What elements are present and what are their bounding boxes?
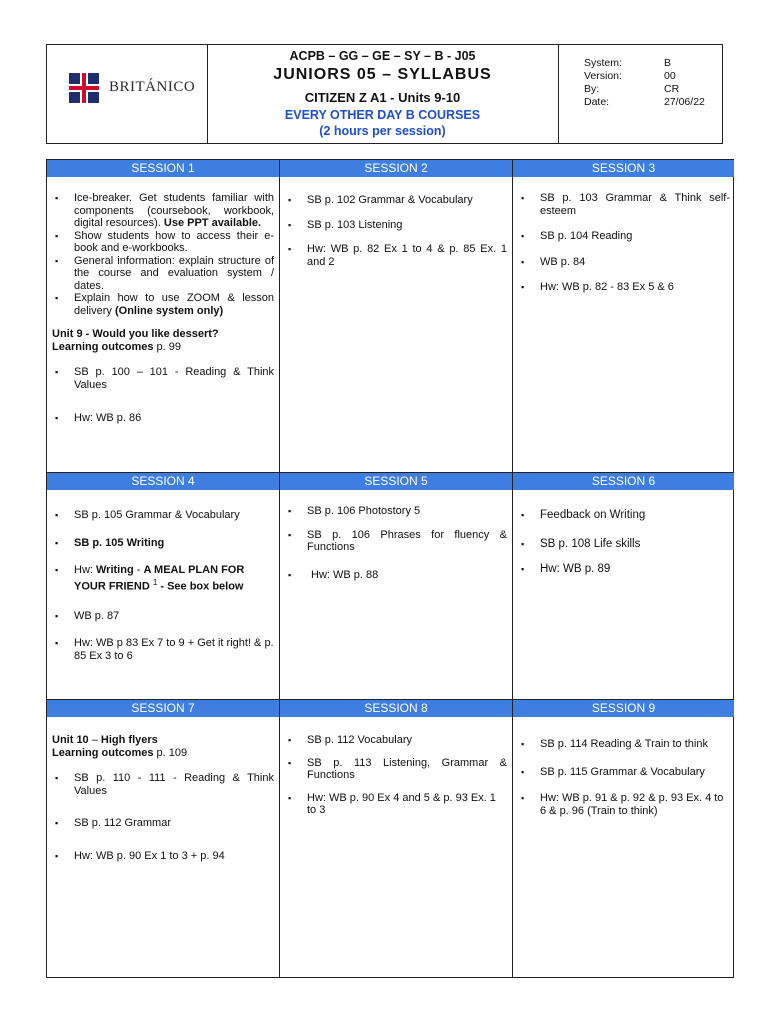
session-9-content <box>518 738 730 817</box>
list-item: ▪ SB p. 112 Vocabulary <box>285 734 507 747</box>
session-7-header: SESSION 7 <box>47 700 279 717</box>
list-item: ▪ SB p. 103 Grammar & Think self-esteem <box>518 192 730 217</box>
list-item: ▪ Explain how to use ZOOM & lesson delivery (Online system only) <box>52 292 274 317</box>
session-8-header: SESSION 8 <box>280 700 512 717</box>
session-4-content <box>52 509 274 662</box>
course-type: EVERY OTHER DAY B COURSES <box>284 108 481 122</box>
session-3-header: SESSION 3 <box>513 160 734 177</box>
britanico-logo <box>65 69 195 109</box>
britanico-emblem-icon <box>65 69 105 107</box>
list-item: ▪ SB p. 110 - 111 - Reading & Think Values <box>52 772 274 797</box>
list-item: ▪ Show students how to access their e-book and e-workbooks. <box>52 230 274 255</box>
list-item: ▪ Ice-breaker. Get students familiar with components (coursebook, workbook, digital resources). Use PPT available. <box>52 192 274 230</box>
list-item: ▪ SB p. 103 Listening <box>285 219 507 232</box>
list-item: ▪ Hw: WB p. 86 <box>52 412 274 425</box>
list-item: ▪ Hw: WB p. 82 - 83 Ex 5 & 6 <box>518 281 730 294</box>
list-item: ▪ SB p. 105 Grammar & Vocabulary <box>52 509 274 522</box>
list-item: ▪ General information: explain structure of the course and evaluation system / dates. <box>52 255 274 293</box>
session-1-content <box>52 192 274 425</box>
course-subtitle: CITIZEN Z A1 - Units 9-10 <box>304 90 461 105</box>
list-item: ▪ Hw: Writing - A MEAL PLAN FOR YOUR FRIEND $^1$ - See box below <box>52 564 274 593</box>
session-length: (2 hours per session) <box>319 124 446 138</box>
unit-10-heading: Unit 10 – High flyers <box>52 734 158 746</box>
list-item: ▪ SB p. 104 Reading <box>518 230 730 243</box>
session-9-header: SESSION 9 <box>513 700 734 717</box>
list-item: ▪ SB p. 108 Life skills <box>518 538 730 551</box>
list-item: ▪ SB p. 106 Phrases for fluency & Functions <box>285 529 507 554</box>
list-item: ▪ Hw: WB p 83 Ex 7 to 9 + Get it right! & p. 85 Ex 3 to 6 <box>52 637 274 662</box>
list-item: ▪ Hw: WB p. 90 Ex 1 to 3 + p. 94 <box>52 850 274 863</box>
list-item: ▪ Hw: WB p. 88 <box>285 569 507 582</box>
document-code: ACPB – GG – GE – SY – B - J05 <box>289 49 476 63</box>
unit-9-heading: Unit 9 - Would you like dessert? <box>52 328 219 340</box>
list-item: ▪ Hw: WB p. 82 Ex 1 to 4 & p. 85 Ex. 1 and 2 <box>285 243 507 268</box>
logo-text: BRITÁNICO <box>109 79 196 95</box>
session-7-content <box>52 734 274 862</box>
list-item: ▪ WB p. 84 <box>518 256 730 269</box>
learning-outcomes-10: Learning outcomes p. 109 <box>52 746 188 759</box>
session-1-header: SESSION 1 <box>47 160 279 177</box>
list-item: ▪ Feedback on Writing <box>518 509 730 522</box>
list-item: ▪ Hw: WB p. 90 Ex 4 and 5 & p. 93 Ex. 1 to 3 <box>285 792 507 817</box>
session-5-content <box>285 505 507 581</box>
list-item: ▪ SB p. 113 Listening, Grammar & Functions <box>285 757 507 782</box>
session-6-content <box>518 509 730 576</box>
session-4-header: SESSION 4 <box>47 473 279 490</box>
session-5-header: SESSION 5 <box>280 473 512 490</box>
session-8-content <box>285 734 507 817</box>
list-item: ▪ SB p. 106 Photostory 5 <box>285 505 507 518</box>
title-cell <box>207 45 559 143</box>
learning-outcomes-9: Learning outcomes p. 99 <box>52 340 181 353</box>
list-item: ▪ SB p. 102 Grammar & Vocabulary <box>285 194 507 207</box>
list-item: ▪ SB p. 105 Writing <box>52 537 274 550</box>
list-item: ▪ SB p. 115 Grammar & Vocabulary <box>518 766 730 779</box>
list-item: ▪ Hw: WB p. 89 <box>518 563 730 576</box>
document-header <box>46 44 723 144</box>
list-item: ▪ SB p. 100 – 101 - Reading & Think Values <box>52 366 274 391</box>
list-item: ▪ SB p. 112 Grammar <box>52 817 274 830</box>
list-item: ▪ Hw: WB p. 91 & p. 92 & p. 93 Ex. 4 to 6 & p. 96 (Train to think) <box>518 792 730 817</box>
logo-cell <box>47 45 208 143</box>
session-3-content <box>518 192 730 294</box>
list-item: ▪ WB p. 87 <box>52 610 274 623</box>
session-2-content <box>285 194 507 268</box>
list-item: ▪ SB p. 114 Reading & Train to think <box>518 738 730 751</box>
session-2-header: SESSION 2 <box>280 160 512 177</box>
document-title: JUNIORS 05 – SYLLABUS <box>273 66 492 83</box>
meta-cell: System: B Version: 00 By: CR Date: 27/06/22 <box>584 57 705 108</box>
sessions-table <box>46 159 734 978</box>
session-6-header: SESSION 6 <box>513 473 734 490</box>
